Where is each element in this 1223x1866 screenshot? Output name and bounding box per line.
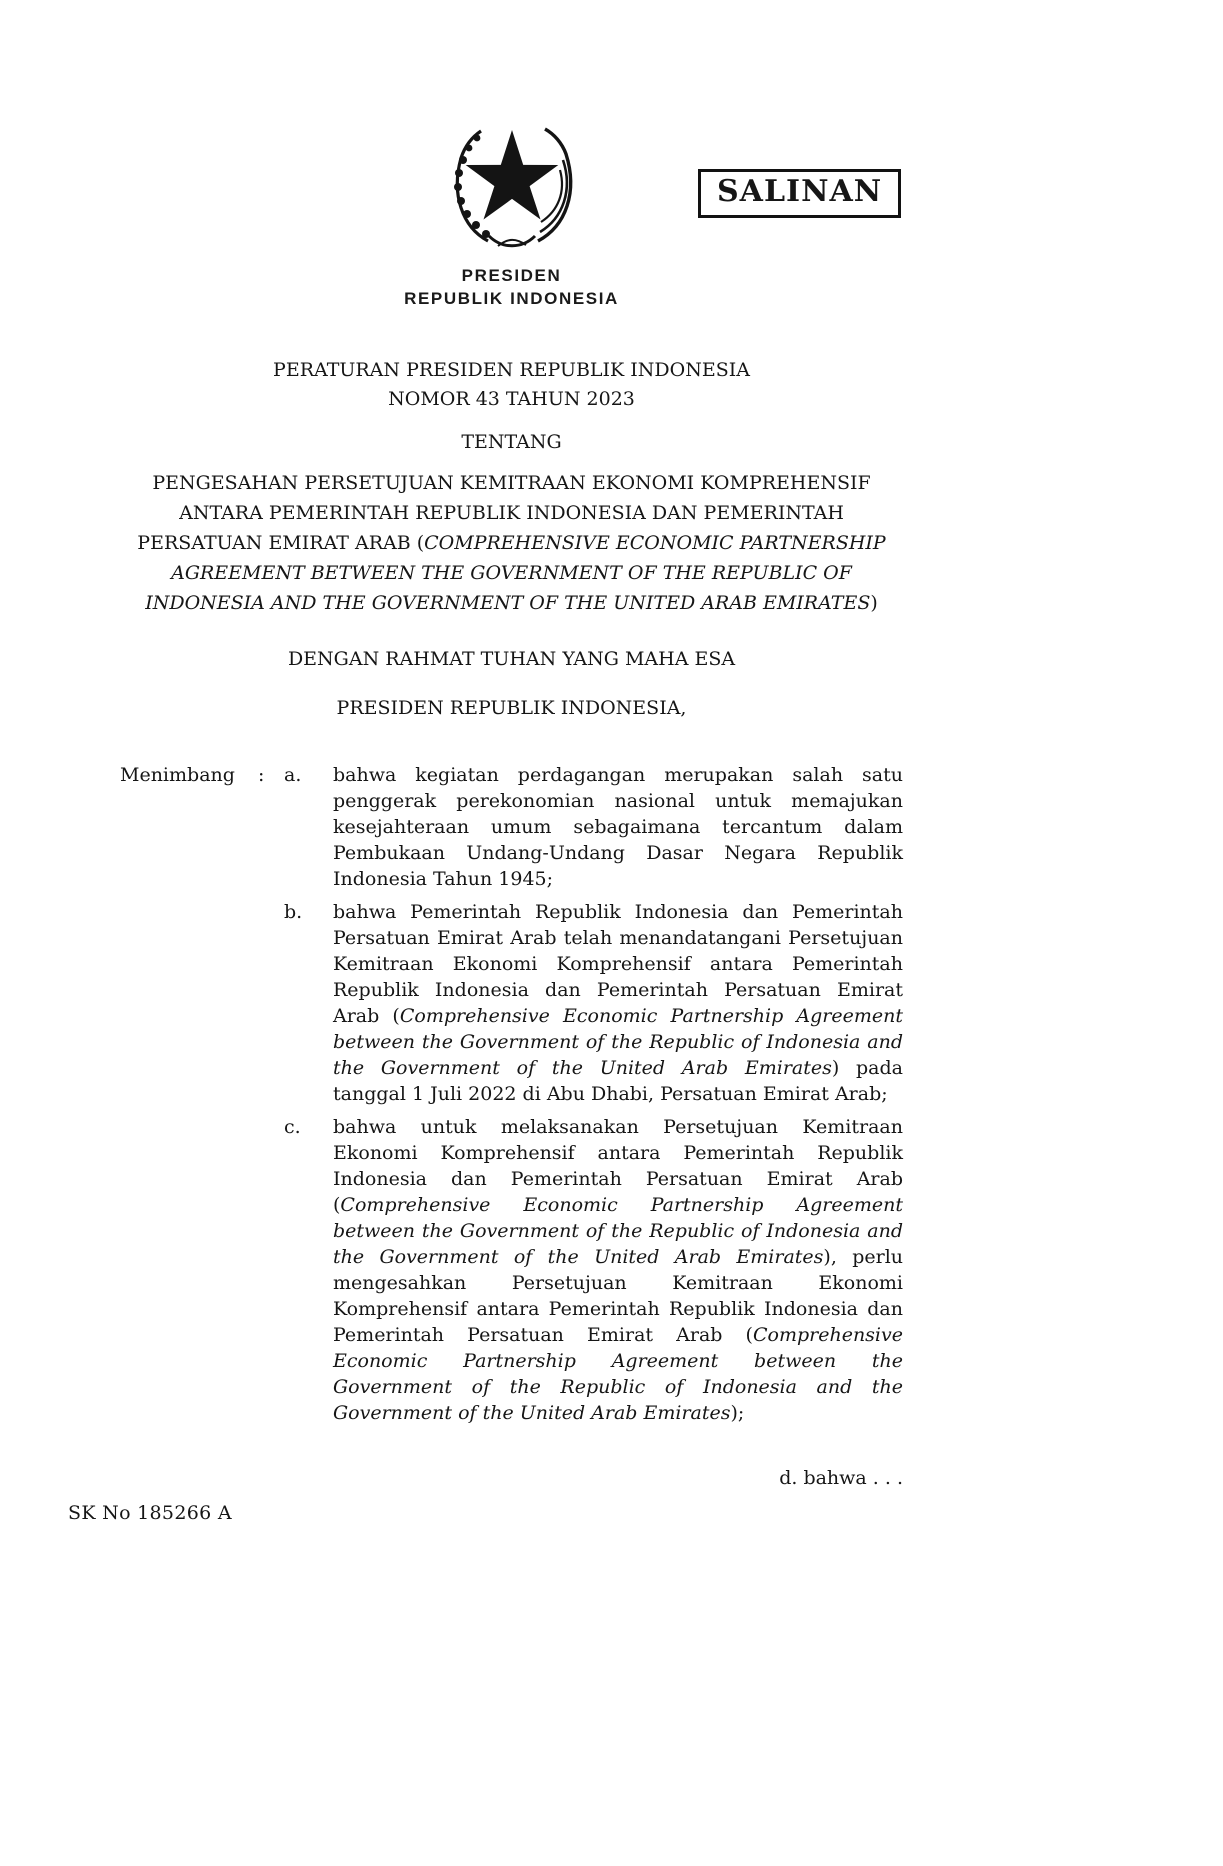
text-segment: bahwa kegiatan perdagangan merupakan salah satu penggerak perekonomian nasional untuk memajukan kesejahteraan umum sebagaimana tercantum dalam Pembukaan Undang-Undang Dasar Negara Republik Indonesia Tahun 1945;: [333, 764, 903, 890]
catchword-next-page: d. bahwa . . .: [779, 1467, 903, 1489]
text-segment: bahwa Pemerintah Republik Indonesia dan Pemerintah Persatuan Emirat Arab telah menandatangani Persetujuan Kemitraan Ekonomi Komprehensif antara Pemerintah Republik Indonesia dan Pemerintah Persatuan Emirat Arab (: [333, 901, 903, 1027]
tentang-label: TENTANG: [461, 431, 562, 453]
regulation-number: NOMOR 43 TAHUN 2023: [388, 388, 635, 410]
letterhead-republik-indonesia: REPUBLIK INDONESIA: [404, 289, 619, 308]
menimbang-item-b: [284, 899, 903, 1107]
text-segment: );: [730, 1402, 745, 1424]
title-block: [120, 356, 903, 618]
text-segment: ): [870, 592, 878, 614]
invocation-line: DENGAN RAHMAT TUHAN YANG MAHA ESA: [287, 648, 736, 670]
letterhead-presiden: PRESIDEN: [461, 266, 562, 285]
menimbang-label: Menimbang: [120, 764, 235, 786]
menimbang-colon: :: [258, 764, 265, 786]
text-segment: ), perlu mengesahkan Persetujuan Kemitraan Ekonomi Komprehensif antara Pemerintah Republik Indonesia dan Pemerintah Persatuan Emirat Arab (: [333, 1246, 904, 1346]
authority-line: PRESIDEN REPUBLIK INDONESIA,: [336, 697, 687, 719]
regulation-subject: [120, 468, 903, 618]
item-letter: a.: [284, 764, 302, 786]
item-text: [333, 1114, 903, 1426]
text-segment: bahwa untuk melaksanakan Persetujuan Kemitraan Ekonomi Komprehensif antara Pemerintah Republik Indonesia dan Pemerintah Persatuan Emirat Arab (: [333, 1116, 903, 1216]
menimbang-item-c: [284, 1114, 903, 1426]
italic-text-segment: Comprehensive Economic Partnership Agreement between the Government of the Republic of Indonesia and the Government of the United Arab Emirates: [333, 1194, 903, 1268]
text-segment: PENGESAHAN PERSETUJUAN KEMITRAAN EKONOMI KOMPREHENSIF ANTARA PEMERINTAH REPUBLIK INDONESIA DAN PEMERINTAH PERSATUAN EMIRAT ARAB (: [137, 472, 871, 554]
menimbang-item-a: [284, 762, 903, 892]
italic-text-segment: Comprehensive Economic Partnership Agreement between the Government of the Republic of Indonesia and the Government of the United Arab Emirates: [333, 1005, 904, 1079]
sk-number: SK No 185266 A: [68, 1502, 232, 1524]
item-text: [333, 899, 903, 1107]
regulation-title: PERATURAN PRESIDEN REPUBLIK INDONESIA: [273, 359, 750, 381]
item-text: [333, 762, 903, 892]
italic-text-segment: Comprehensive Economic Partnership Agreement between the Government of the Republic of Indonesia and the Government of the United Arab Emirates: [333, 1324, 903, 1424]
item-letter: c.: [284, 1116, 301, 1138]
letterhead-text: [120, 264, 903, 310]
item-letter: b.: [284, 901, 303, 923]
letterhead: [120, 0, 903, 310]
menimbang-items: [284, 762, 903, 1433]
text-segment: ) pada tanggal 1 Juli 2022 di Abu Dhabi, Persatuan Emirat Arab;: [333, 1057, 903, 1105]
presidential-seal-icon: [438, 108, 586, 258]
salinan-label: SALINAN: [717, 174, 883, 209]
salinan-stamp: [698, 169, 901, 218]
italic-text-segment: COMPREHENSIVE ECONOMIC PARTNERSHIP AGREEMENT BETWEEN THE GOVERNMENT OF THE REPUBLIC OF INDONESIA AND THE GOVERNMENT OF THE UNITED ARAB EMIRATES: [145, 532, 886, 614]
document-content: [120, 0, 903, 1489]
menimbang-section: [120, 762, 903, 1433]
